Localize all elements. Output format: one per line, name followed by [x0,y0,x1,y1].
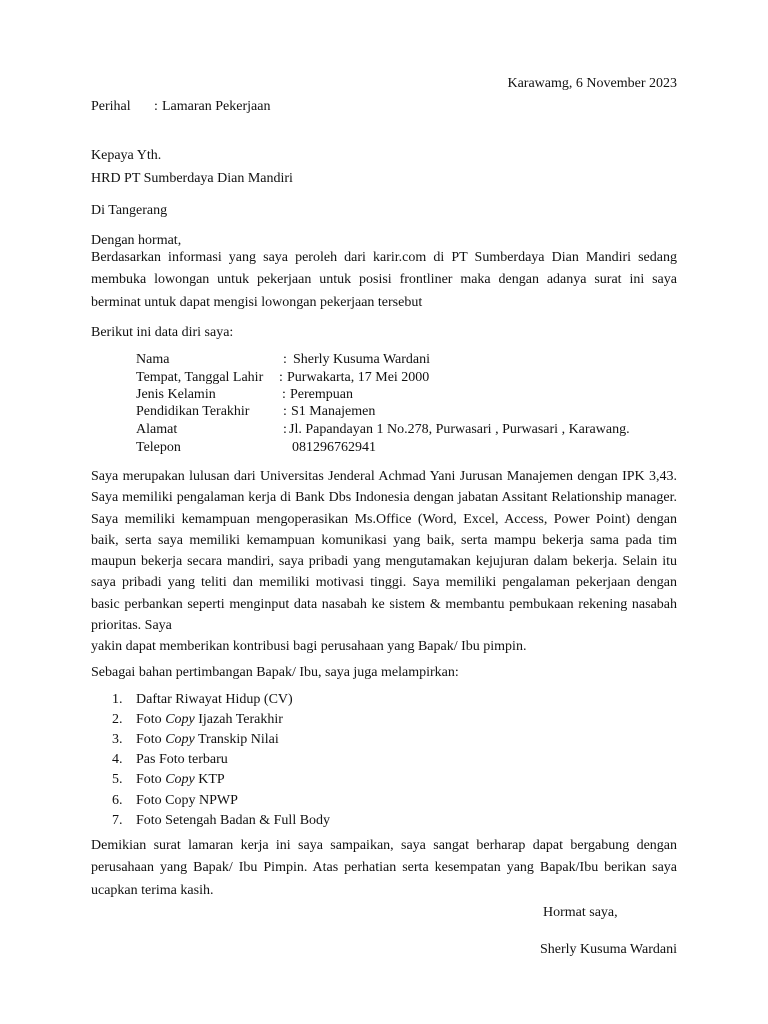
list-item [112,770,225,790]
closing-paragraph: Demikian surat lamaran kerja ini saya sampaikan, saya sangat berharap dapat bergabung dengan perusahaan yang Bapak/ Ibu Pimpin. Atas perhatian serta kesempatan yang Bapak/Ibu berikan saya ucapkan terima kasih. [91,838,677,898]
list-number: 2. [112,712,123,727]
list-item [112,791,238,811]
bio-paragraph-last: yakin dapat memberikan kontribusi bagi perusahaan yang Bapak/ Ibu pimpin. [91,639,527,655]
subject-value: Lamaran Pekerjaan [162,99,271,114]
subject-label: Perihal [91,99,131,114]
list-text: Daftar Riwayat Hidup (CV) [136,692,293,707]
data-separator: : [282,387,286,402]
data-value: Jl. Papandayan 1 No.278, Purwasari , Purwasari , Karawang. [289,422,630,437]
salutation: Dengan hormat, [91,233,182,248]
list-number: 6. [112,793,123,808]
list-text-italic: Copy [165,772,195,787]
data-separator: : [283,422,287,437]
list-text: Pas Foto terbaru [136,752,228,767]
list-text: Foto [136,732,166,747]
personal-data-intro: Berikut ini data diri saya: [91,325,234,340]
recipient-greeting: Kepaya Yth. [91,148,162,163]
list-text: Foto Setengah Badan & Full Body [136,813,331,828]
list-number: 3. [112,732,123,747]
place-date: Karawamg, 6 November 2023 [507,76,677,91]
data-separator: : [283,352,287,367]
list-text-italic: Copy [165,732,195,747]
list-text: Foto Copy NPWP [136,793,238,808]
data-value: Purwakarta, 17 Mei 2000 [287,370,430,385]
data-separator: : [279,370,283,385]
list-text: Ijazah Terakhir [194,712,283,727]
data-label: Alamat [136,422,178,437]
signature-name: Sherly Kusuma Wardani [539,942,677,957]
data-label: Telepon [136,440,181,455]
attachments-intro: Sebagai bahan pertimbangan Bapak/ Ibu, saya juga melampirkan: [91,665,459,680]
list-item [112,690,293,710]
list-item [112,811,330,831]
sign-off: Hormat saya, [543,905,618,920]
subject-line [91,99,271,115]
list-number: 7. [112,813,123,828]
data-label: Nama [136,352,170,367]
data-label: Tempat, Tanggal Lahir [136,370,264,385]
list-item [112,710,283,730]
data-value: S1 Manajemen [291,404,376,419]
list-item [112,730,279,750]
list-text: KTP [194,772,225,787]
data-value: Perempuan [290,387,353,402]
data-label: Pendidikan Terakhir [136,404,250,419]
list-text: Foto [136,712,166,727]
list-text: Transkip Nilai [194,732,279,747]
recipient-name: HRD PT Sumberdaya Dian Mandiri [91,171,293,186]
list-number: 4. [112,752,123,767]
list-item [112,750,228,770]
data-value: Sherly Kusuma Wardani [293,352,431,367]
list-text-italic: Copy [165,712,195,727]
subject-separator: : [154,99,158,114]
recipient-location: Di Tangerang [91,203,168,218]
list-text: Foto [136,772,166,787]
bio-paragraph-main: Saya merupakan lulusan dari Universitas Jenderal Achmad Yani Jurusan Manajemen dengan IPK 3,43. Saya memiliki pengalaman kerja di Bank Dbs Indonesia dengan jabatan Assitant Relationship manager. Saya memiliki kemampuan mengoperasikan Ms.Office (Word, Excel, Access, Power Point) dengan baik, serta saya memiliki kemampuan komunikasi yang baik, serta mampu bekerja sama pada tim maupun bekerja secara mandiri, saya pribadi yang mengutamakan kejujuran dalam bekerja. Selain itu saya pribadi yang teliti dan memiliki motivasi tinggi. Saya memiliki pengalaman pekerjaan dengan basic perbankan seperti menginput data nasabah ke sistem & membantu pembukaan rekening nasabah prioritas. Saya [91,469,677,634]
data-separator: : [283,404,287,419]
bio-paragraph [91,466,677,658]
intro-paragraph: Berdasarkan informasi yang saya peroleh dari karir.com di PT Sumberdaya Dian Mandiri sedang membuka lowongan untuk pekerjaan untuk posisi frontliner maka dengan adanya surat ini saya berminat untuk dapat mengisi lowongan pekerjaan tersebut [91,250,677,310]
data-value: 081296762941 [292,440,376,455]
list-number: 1. [112,692,123,707]
list-number: 5. [112,772,123,787]
data-label: Jenis Kelamin [136,387,216,402]
